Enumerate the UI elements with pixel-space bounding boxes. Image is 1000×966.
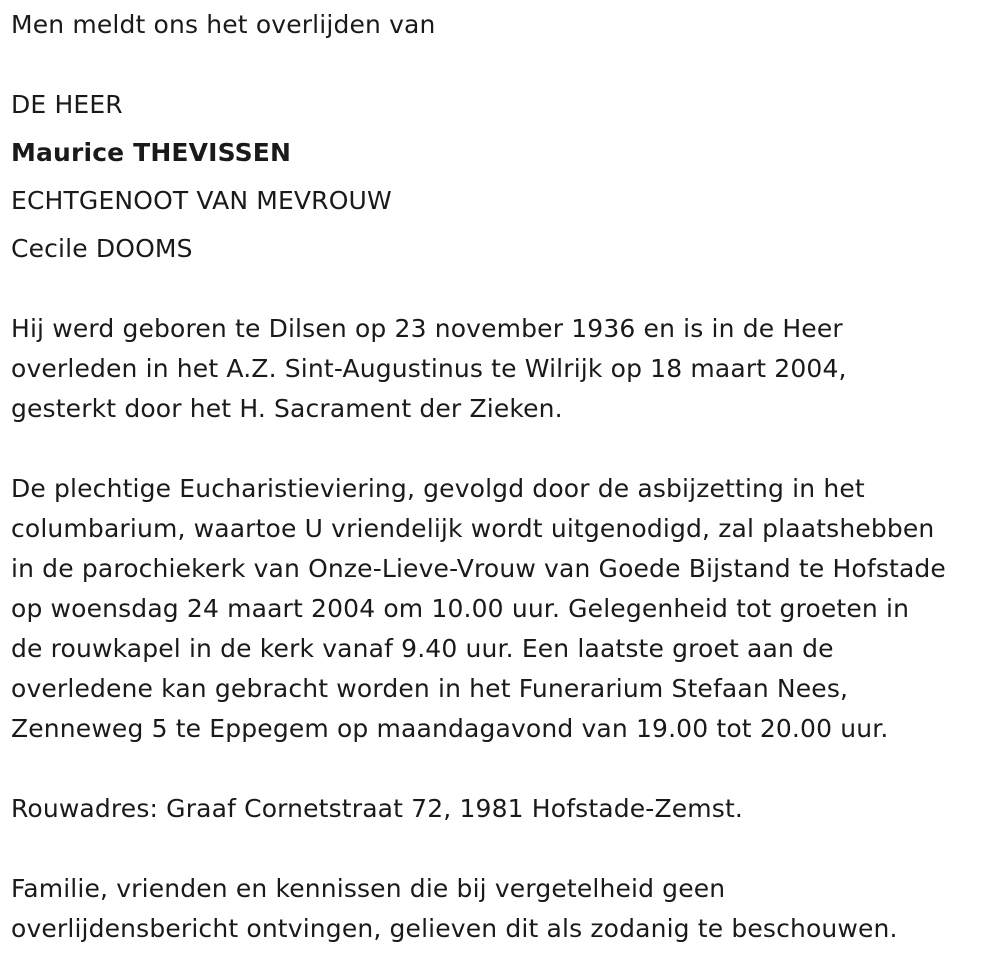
- paragraph-line: de rouwkapel in de kerk vanaf 9.40 uur. Een laatste groet aan de: [11, 634, 834, 663]
- paragraph-line: Hij werd geboren te Dilsen op 23 november 1936 en is in de Heer: [11, 314, 843, 343]
- paragraph-line: overledene kan gebracht worden in het Funerarium Stefaan Nees,: [11, 674, 849, 703]
- paragraph-line: Familie, vrienden en kennissen die bij vergetelheid geen: [11, 874, 726, 903]
- paragraph-line: columbarium, waartoe U vriendelijk wordt uitgenodigd, zal plaatshebben: [11, 514, 935, 543]
- paragraph-line: gesterkt door het H. Sacrament der Zieken.: [11, 394, 563, 423]
- spouse-name: Cecile DOOMS: [11, 234, 193, 263]
- paragraph-line: op woensdag 24 maart 2004 om 10.00 uur. Gelegenheid tot groeten in: [11, 594, 910, 623]
- closing-paragraph: [11, 869, 898, 949]
- honorific: DE HEER: [11, 90, 123, 119]
- paragraph-line: overlijdensbericht ontvingen, gelieven dit als zodanig te beschouwen.: [11, 914, 898, 943]
- birth-death-paragraph: [11, 309, 847, 429]
- paragraph-line: Zenneweg 5 te Eppegem op maandagavond van 19.00 tot 20.00 uur.: [11, 714, 889, 743]
- paragraph-line: De plechtige Eucharistieviering, gevolgd door de asbijzetting in het: [11, 474, 865, 503]
- mourning-address: Rouwadres: Graaf Cornetstraat 72, 1981 Hofstade-Zemst.: [11, 794, 744, 823]
- intro-text: Men meldt ons het overlijden van: [11, 10, 436, 39]
- ceremony-paragraph: [11, 469, 946, 749]
- deceased-name: Maurice THEVISSEN: [11, 138, 292, 167]
- paragraph-line: overleden in het A.Z. Sint-Augustinus te Wilrijk op 18 maart 2004,: [11, 354, 847, 383]
- paragraph-line: in de parochiekerk van Onze-Lieve-Vrouw van Goede Bijstand te Hofstade: [11, 554, 946, 583]
- spouse-label: ECHTGENOOT VAN MEVROUW: [11, 186, 392, 215]
